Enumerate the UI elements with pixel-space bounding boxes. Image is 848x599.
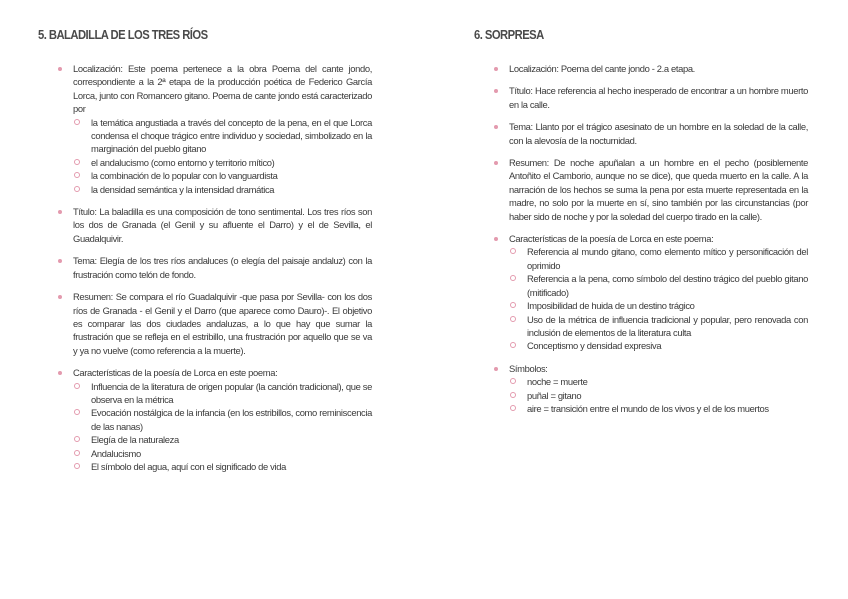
bullet-icon bbox=[58, 210, 62, 214]
sub-list-item bbox=[509, 389, 808, 402]
sub-item-text: El símbolo del agua, aquí con el significado de vida bbox=[91, 460, 286, 472]
sub-item-text: Uso de la métrica de influencia tradicional y popular, pero renovada con inclusión de elementos de la literatura culta bbox=[527, 313, 808, 338]
circle-bullet-icon bbox=[74, 409, 80, 415]
sub-item-text: puñal = gitano bbox=[527, 389, 582, 401]
sub-list-item bbox=[509, 313, 808, 340]
sub-list-item bbox=[73, 169, 372, 182]
circle-bullet-icon bbox=[510, 392, 516, 398]
sub-item-text: Evocación nostálgica de la infancia (en los estribillos, como reminiscencia de las nanas) bbox=[91, 407, 372, 432]
sub-list-item bbox=[509, 245, 808, 272]
sub-item-text: Conceptismo y densidad expresiva bbox=[527, 340, 662, 352]
bullet-icon bbox=[494, 125, 498, 129]
sub-list-item bbox=[509, 339, 808, 352]
bullet-icon bbox=[58, 295, 62, 299]
circle-bullet-icon bbox=[74, 450, 80, 456]
sub-item-text: noche = muerte bbox=[527, 376, 588, 388]
bullet-text: Localización: Poema del cante jondo - 2.a etapa. bbox=[509, 63, 695, 74]
bullet-text: Características de la poesía de Lorca en este poema: bbox=[509, 233, 714, 245]
bullet-icon bbox=[58, 67, 62, 71]
circle-bullet-icon bbox=[74, 159, 80, 165]
sub-list-item bbox=[509, 375, 808, 388]
sub-list-item bbox=[73, 433, 372, 446]
bullet-icon bbox=[494, 161, 498, 165]
bullet-item bbox=[474, 84, 808, 111]
circle-bullet-icon bbox=[74, 463, 80, 469]
sub-list-item bbox=[73, 116, 372, 156]
sub-item-text: Elegía de la naturaleza bbox=[91, 434, 179, 446]
circle-bullet-icon bbox=[74, 172, 80, 178]
sub-list-item bbox=[73, 380, 372, 407]
sub-list bbox=[509, 245, 808, 352]
sub-list-item bbox=[73, 460, 372, 473]
sub-list bbox=[509, 375, 808, 415]
bullet-list bbox=[38, 62, 372, 473]
bullet-text: Título: La baladilla es una composición de tono sentimental. Los tres ríos son los dos de Granada (el Genil y su afluente el Darro) y el de Sevilla, el Guadalquivir. bbox=[73, 206, 372, 244]
bullet-item bbox=[474, 232, 808, 353]
sub-list bbox=[73, 116, 372, 196]
bullet-item bbox=[38, 62, 372, 196]
circle-bullet-icon bbox=[510, 275, 516, 281]
circle-bullet-icon bbox=[510, 342, 516, 348]
bullet-item bbox=[38, 205, 372, 245]
bullet-text: Tema: Elegía de los tres ríos andaluces (o elegía del paisaje andaluz) con la frustración como telón de fondo. bbox=[73, 255, 372, 280]
bullet-icon bbox=[58, 371, 62, 375]
circle-bullet-icon bbox=[74, 119, 80, 125]
sub-item-text: Andalucismo bbox=[91, 447, 141, 459]
bullet-item bbox=[38, 290, 372, 357]
bullet-item bbox=[474, 156, 808, 223]
circle-bullet-icon bbox=[74, 436, 80, 442]
sub-list-item bbox=[73, 447, 372, 460]
sub-item-text: Influencia de la literatura de origen popular (la canción tradicional), que se observa en la métrica bbox=[91, 380, 372, 405]
bullet-icon bbox=[58, 259, 62, 263]
circle-bullet-icon bbox=[74, 383, 80, 389]
bullet-icon bbox=[494, 367, 498, 371]
bullet-icon bbox=[494, 237, 498, 241]
bullet-text: Símbolos: bbox=[509, 362, 548, 374]
sub-item-text: la temática angustiada a través del concepto de la pena, en el que Lorca condensa el choque trágico entre individuo y sociedad, simbolizado en la marginación del pueblo gitano bbox=[91, 116, 372, 155]
sub-item-text: Imposibilidad de huida de un destino trágico bbox=[527, 300, 695, 312]
sub-item-text: Referencia al mundo gitano, como elemento mítico y personificación del oprimido bbox=[527, 246, 808, 271]
sub-item-text: aire = transición entre el mundo de los vivos y el de los muertos bbox=[527, 402, 769, 414]
bullet-text: Características de la poesía de Lorca en este poema: bbox=[73, 367, 278, 379]
sub-item-text: el andalucismo (como entorno y territorio mítico) bbox=[91, 156, 275, 168]
circle-bullet-icon bbox=[510, 248, 516, 254]
section-title: 6. SORPRESA bbox=[474, 28, 544, 42]
bullet-list bbox=[474, 62, 808, 415]
bullet-text: Resumen: De noche apuñalan a un hombre en el pecho (posiblemente Antoñito el Camborio, aunque no se dice), que queda muerto en la calle. A la narración de los hechos se suma la pena por esta muerte representada en la madre, no solo por la muerte en sí, sino también por las circunstancias (por haber sido de noche y por la soledad del cuerpo tirado en la calle). bbox=[509, 157, 808, 222]
circle-bullet-icon bbox=[74, 186, 80, 192]
bullet-text: Localización: Este poema pertenece a la obra Poema del cante jondo, correspondiente a la 2ª etapa de la producción poética de Federico García Lorca, junto con Romancero gitano. Poema de cante jondo está caracterizado por bbox=[73, 63, 372, 115]
sub-item-text: la densidad semántica y la intensidad dramática bbox=[91, 183, 275, 195]
bullet-item bbox=[474, 362, 808, 416]
bullet-text: Tema: Llanto por el trágico asesinato de un hombre en la soledad de la calle, con la alevosía de la nocturnidad. bbox=[509, 121, 808, 146]
sub-list-item bbox=[73, 406, 372, 433]
sub-list-item bbox=[509, 272, 808, 299]
bullet-text: Resumen: Se compara el río Guadalquivir -que pasa por Sevilla- con los dos ríos de Granada - el Genil y el Darro (que aparece como Dauro)-. El objetivo es comparar las dos ciudades andaluzas, a lo que hay que sumar la frustración que se refleja en el estribillo, una frustración por aquello que se va y ya no vuelve (como referencia a la muerte). bbox=[73, 291, 372, 356]
sub-list-item bbox=[73, 156, 372, 169]
bullet-icon bbox=[494, 67, 498, 71]
sub-list-item bbox=[509, 299, 808, 312]
sub-list-item bbox=[73, 183, 372, 196]
bullet-icon bbox=[494, 89, 498, 93]
bullet-item bbox=[474, 120, 808, 147]
circle-bullet-icon bbox=[510, 378, 516, 384]
circle-bullet-icon bbox=[510, 302, 516, 308]
sub-item-text: la combinación de lo popular con lo vanguardista bbox=[91, 170, 278, 182]
circle-bullet-icon bbox=[510, 316, 516, 322]
bullet-item bbox=[38, 254, 372, 281]
sub-list bbox=[73, 380, 372, 474]
sub-item-text: Referencia a la pena, como símbolo del destino trágico del pueblo gitano (mitificado) bbox=[527, 273, 808, 298]
section-title: 5. BALADILLA DE LOS TRES RÍOS bbox=[38, 28, 208, 42]
circle-bullet-icon bbox=[510, 405, 516, 411]
sub-list-item bbox=[509, 402, 808, 415]
bullet-text: Título: Hace referencia al hecho inesperado de encontrar a un hombre muerto en la calle. bbox=[509, 85, 808, 110]
bullet-item bbox=[38, 366, 372, 473]
bullet-item bbox=[474, 62, 808, 75]
